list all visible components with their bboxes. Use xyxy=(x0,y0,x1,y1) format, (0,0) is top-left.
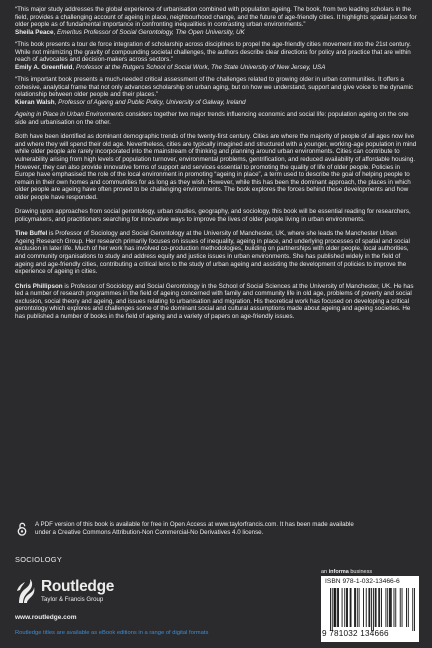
open-access-notice xyxy=(15,521,417,543)
review-attribution: Kieran Walsh, Professor of Ageing and Public Policy, University of Galway, Ireland xyxy=(15,98,246,106)
barcode-bar xyxy=(338,588,339,627)
barcode-bar xyxy=(400,588,401,627)
book-audience: Drawing upon approaches from social gerontology, urban studies, geography, and sociology, this book will be essential reading for researchers, policymakers, and practitioners searching for innovative ways to improve the lives of older people living in urban environments. xyxy=(15,208,411,223)
barcode-bar xyxy=(346,588,347,627)
barcode-bar xyxy=(379,588,380,627)
barcode-bar xyxy=(394,588,395,627)
intro-text: considers together two major trends influencing economic and social life: population ageing on the one side and urbanisation on the other. xyxy=(15,111,409,126)
barcode-bar xyxy=(391,588,392,627)
review-2 xyxy=(15,41,417,71)
barcode-bar xyxy=(406,588,407,627)
barcode-bars xyxy=(330,588,415,631)
reviewer-name: Emily A. Greenfield xyxy=(15,63,73,71)
book-title: Ageing in Place in Urban Environments xyxy=(15,111,124,119)
barcode-bar xyxy=(389,588,390,627)
reviewer-name: Kieran Walsh xyxy=(15,98,55,106)
barcode-bar xyxy=(350,588,351,627)
isbn-label: ISBN 978-1-032-13466-6 xyxy=(325,578,400,585)
author-name: Chris Phillipson xyxy=(15,282,63,290)
barcode-bar xyxy=(371,588,372,631)
review-quote: “This important book presents a much-needed critical assessment of the challenges related to growing older in urban communities. It offers a cohesive, analytical frame that not only advances scholarship on urban aging, but on how we understand, support and give voice to the dynamic relationship between older people and their places.” xyxy=(15,76,414,99)
publisher-group: Taylor & Francis Group xyxy=(41,596,104,603)
reviewer-name: Sheila Peace xyxy=(15,28,54,36)
barcode-bar xyxy=(332,588,333,631)
book-description: Both have been identified as dominant demographic trends of the twenty-first century. Cities are where the majority of people of all ages now live and where they will spend their old age. Nevertheless, cities are typically imagined and structured with a younger, working-age population in mind while older people are rarely incorporated into the mainstream of thinking and planning around urban environments. Cities can contribute to vulnerability arising from high levels of population turnover, environmental problems, gentrification, and reduced availability of affordable housing. However, they can also provide innovative forms of support and services essential to promoting the quality of life of older people. Policies in Europe have emphasised the role of the local environment in promoting “ageing in place”, a term used to describe the goal of helping people to remain in their own homes and communities for as long as they wish. However, while this has been the dominant approach, the places in which older people are ageing have often proved to be challenging environments. The book explores the forces behind these developments and how older people have responded. xyxy=(15,133,417,201)
reviewer-affiliation: Emeritus Professor of Social Gerontology, The Open University, UK xyxy=(57,28,245,36)
barcode-bar xyxy=(387,588,388,627)
review-attribution: Emily A. Greenfield, Professor at the Rutgers School of Social Work, The State University of New Jersey, USA xyxy=(15,63,326,71)
informa-suffix: business xyxy=(348,569,373,575)
isbn-barcode xyxy=(321,576,419,642)
barcode-bar xyxy=(390,588,391,627)
barcode-bar xyxy=(368,588,369,627)
barcode-bar xyxy=(369,588,370,627)
subject-category: SOCIOLOGY xyxy=(15,555,63,564)
barcode-bar xyxy=(381,588,382,627)
barcode-bar xyxy=(354,588,355,627)
reviewer-affiliation: Professor of Ageing and Public Policy, University of Galway, Ireland xyxy=(58,98,246,106)
barcode-bar xyxy=(337,588,338,627)
publisher-logo xyxy=(15,578,155,612)
ebook-note: Routledge titles are available as eBook editions in a range of digital formats xyxy=(15,630,209,636)
review-quote: “This book presents a tour de force integration of scholarship across disciplines to propel the age-friendly cities movement into the 21st century. While not minimizing the gravity of compounding societal challenges, the authors describe clear directions for policy and practice that are within reach of advocates and decision-makers across sectors.” xyxy=(15,41,411,64)
barcode-bar xyxy=(363,588,364,627)
author-bio-text: is Professor of Sociology and Social Gerontology at the University of Manchester, UK, where she leads the Manchester Urban Ageing Research Group. Her research primarily focuses on issues of inequality, ageing in place, and underlying processes of spatial and social exclusion in later life. Much of her work has involved co-production methodologies, building on partnerships with older people, local authorities, and community organisations to study and address equity and justice issues in urban environments. She has published widely in the field of ageing and age-friendly cities, contributing a critical lens to the study of urban ageing and assisting the development of policies to improve the experience of ageing in cities. xyxy=(15,230,410,276)
barcode-bar xyxy=(355,588,356,627)
review-1 xyxy=(15,6,417,36)
barcode-bar xyxy=(402,588,403,627)
barcode-bar xyxy=(373,588,374,631)
author-bio-text: is Professor of Sociology and Social Gerontology in the School of Social Sciences at the University of Manchester, UK. He has led a number of research programmes in the field of ageing concerned with family and community life in old age, problems of poverty and social exclusion, social theory and ageing, and issues relating to urbanisation and migration. His theoretical work has focused on developing a critical gerontology which explores and challenges some of the dominant social and cultural assumptions made about ageing and ageing societies. He has published a number of books in the field of ageing and a variety of papers on age-friendly issues. xyxy=(15,282,414,320)
barcode-bar xyxy=(376,588,377,627)
barcode-bar xyxy=(414,588,415,631)
reviewer-affiliation: Professor at the Rutgers School of Social Work, The State University of New Jersey, USA xyxy=(76,63,326,71)
back-cover-text xyxy=(15,6,417,327)
book-description-intro xyxy=(15,111,417,126)
barcode-bar xyxy=(334,588,335,627)
barcode-bar xyxy=(408,588,409,627)
open-access-text xyxy=(35,521,415,538)
informa-business-label xyxy=(321,569,372,575)
barcode-bar xyxy=(378,588,379,627)
author-bio-1 xyxy=(15,230,417,275)
review-3 xyxy=(15,76,417,106)
publisher-name: Routledge xyxy=(41,578,115,595)
barcode-bar xyxy=(385,588,386,627)
publisher-url[interactable]: www.routledge.com xyxy=(15,614,77,621)
open-access-line-2: under a Creative Commons Attribution-Non Commercial-No Derivatives 4.0 license. xyxy=(35,529,264,537)
open-access-icon xyxy=(17,522,27,536)
barcode-bar xyxy=(344,588,345,627)
barcode-bar xyxy=(330,588,331,631)
barcode-bar xyxy=(335,588,336,627)
barcode-digits: 9 781032 134666 xyxy=(322,629,389,638)
barcode-bar xyxy=(351,588,352,627)
routledge-logo-icon xyxy=(15,578,35,604)
informa-name: informa xyxy=(328,569,349,575)
barcode-bar xyxy=(347,588,348,627)
barcode-bar xyxy=(412,588,413,631)
open-access-line-1: A PDF version of this book is available for free in Open Access at www.taylorfrancis.com. It has been made available xyxy=(35,521,354,528)
barcode-bar xyxy=(342,588,343,627)
author-bio-2 xyxy=(15,283,417,321)
barcode-bar xyxy=(357,588,358,627)
review-attribution: Sheila Peace, Emeritus Professor of Social Gerontology, The Open University, UK xyxy=(15,28,245,36)
barcode-bar xyxy=(366,588,367,627)
author-name: Tine Buffel xyxy=(15,230,48,238)
barcode-bar xyxy=(334,588,335,627)
informa-prefix: an xyxy=(321,569,329,575)
review-quote: “This major study addresses the global experience of urbanisation combined with population ageing. The book, from two leading scholars in the field, provides a challenging account of ageing in place, neighbourhood change, and the future of age-friendly cities. It highlights spatial justice for older people as of fundamental importance in confronting inequalities in contrasting urban environments.” xyxy=(15,6,417,28)
barcode-bar xyxy=(375,588,376,627)
barcode-bar xyxy=(395,588,396,627)
barcode-bar xyxy=(359,588,360,627)
